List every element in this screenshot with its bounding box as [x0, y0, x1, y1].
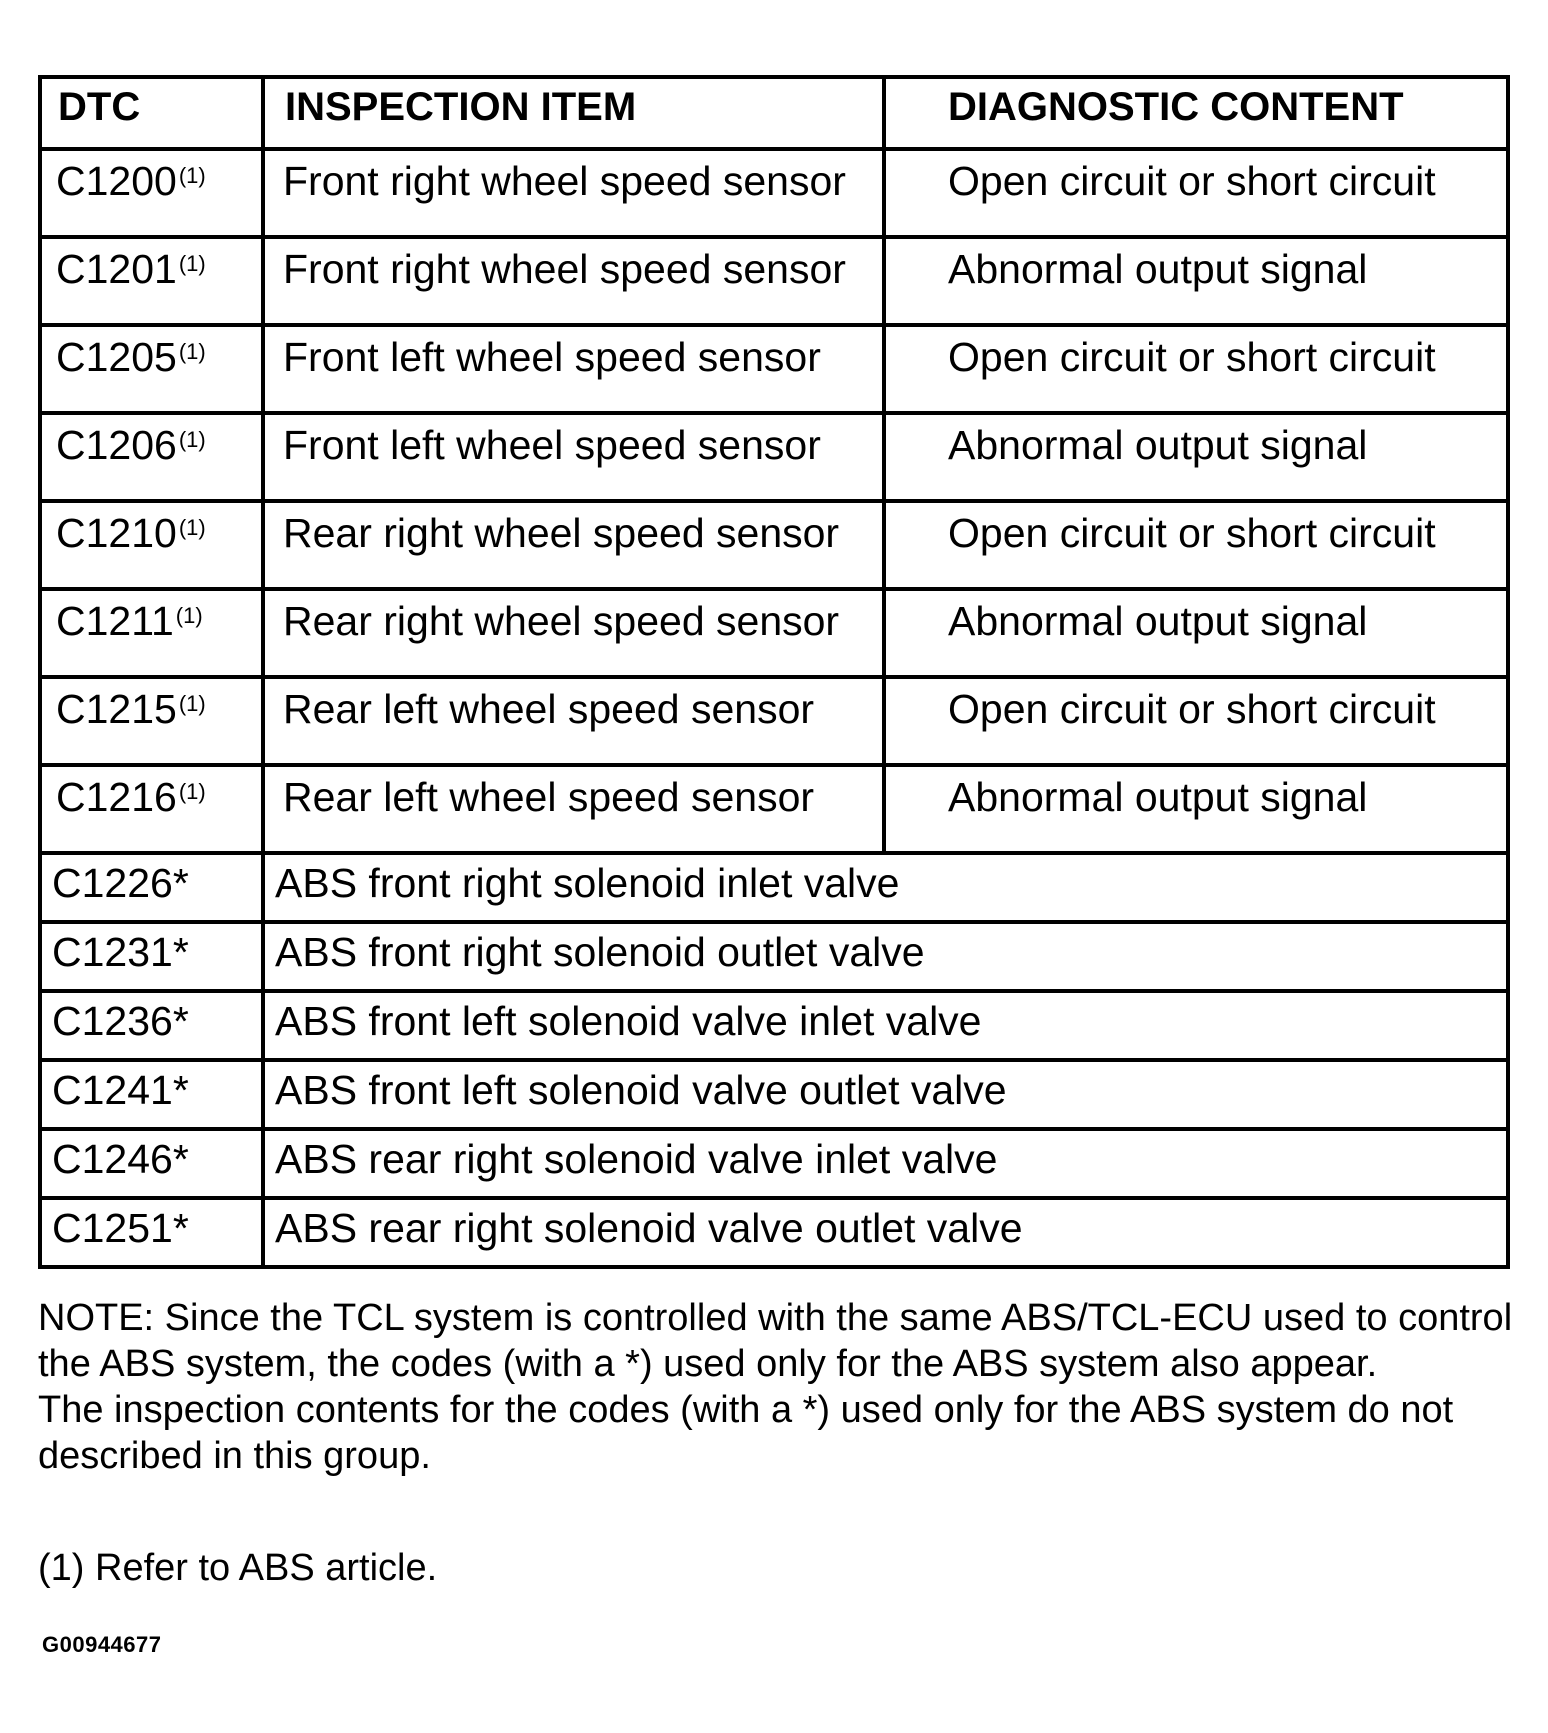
- dtc-cell: [40, 501, 263, 589]
- note-paragraph: NOTE: Since the TCL system is controlled with the same ABS/TCL-ECU used to control the ABS system, the codes (with a *) used only for the ABS system also appear.: [38, 1297, 1513, 1385]
- diagnostic-content-cell: Open circuit or short circuit: [884, 501, 1508, 589]
- inspection-item-cell: ABS front left solenoid valve inlet valve: [263, 991, 1508, 1060]
- diagnostic-content-cell: Abnormal output signal: [884, 413, 1508, 501]
- table-row: [40, 853, 1508, 922]
- table-row: [40, 237, 1508, 325]
- header-dtc: DTC: [40, 77, 263, 149]
- header-inspection-item: INSPECTION ITEM: [263, 77, 884, 149]
- dtc-cell: [40, 237, 263, 325]
- inspection-item-cell: Rear left wheel speed sensor: [263, 677, 884, 765]
- inspection-item-cell: Front right wheel speed sensor: [263, 149, 884, 237]
- footnote-mark: (1): [178, 691, 206, 716]
- inspection-item-cell: Front left wheel speed sensor: [263, 413, 884, 501]
- inspection-item-cell: Front left wheel speed sensor: [263, 325, 884, 413]
- dtc-code: C1216: [56, 774, 177, 820]
- dtc-cell: [40, 149, 263, 237]
- table-row: [40, 922, 1508, 991]
- footnote-mark: (1): [178, 515, 206, 540]
- note-block: [38, 1295, 1518, 1479]
- footnote-mark: (1): [175, 603, 203, 628]
- table-row: [40, 589, 1508, 677]
- inspection-item-cell: ABS front left solenoid valve outlet valve: [263, 1060, 1508, 1129]
- dtc-cell: C1241*: [40, 1060, 263, 1129]
- table-row: [40, 991, 1508, 1060]
- note-paragraph: The inspection contents for the codes (with a *) used only for the ABS system do not described in this group.: [38, 1389, 1454, 1477]
- diagnostic-content-cell: Abnormal output signal: [884, 589, 1508, 677]
- table-row: [40, 1060, 1508, 1129]
- dtc-cell: C1246*: [40, 1129, 263, 1198]
- table-row: [40, 325, 1508, 413]
- footnote-mark: (1): [178, 163, 206, 188]
- dtc-code: C1205: [56, 334, 177, 380]
- header-diagnostic-content: DIAGNOSTIC CONTENT: [884, 77, 1508, 149]
- diagnostic-content-cell: Open circuit or short circuit: [884, 677, 1508, 765]
- dtc-cell: [40, 325, 263, 413]
- dtc-cell: [40, 413, 263, 501]
- dtc-code: C1215: [56, 686, 177, 732]
- inspection-item-cell: ABS rear right solenoid valve outlet valve: [263, 1198, 1508, 1267]
- table-row: [40, 501, 1508, 589]
- dtc-cell: C1231*: [40, 922, 263, 991]
- footnote-mark: (1): [178, 251, 206, 276]
- diagnostic-content-cell: Abnormal output signal: [884, 765, 1508, 853]
- dtc-cell: [40, 589, 263, 677]
- table-row: [40, 149, 1508, 237]
- inspection-item-cell: Rear left wheel speed sensor: [263, 765, 884, 853]
- diagnostic-content-cell: Open circuit or short circuit: [884, 325, 1508, 413]
- dtc-cell: C1251*: [40, 1198, 263, 1267]
- table-row: [40, 1129, 1508, 1198]
- inspection-item-cell: Front right wheel speed sensor: [263, 237, 884, 325]
- inspection-item-cell: ABS front right solenoid inlet valve: [263, 853, 1508, 922]
- dtc-code: C1210: [56, 510, 177, 556]
- dtc-cell: [40, 677, 263, 765]
- diagnostic-content-cell: Abnormal output signal: [884, 237, 1508, 325]
- inspection-item-cell: Rear right wheel speed sensor: [263, 589, 884, 677]
- footnote-mark: (1): [178, 779, 206, 804]
- table-header-row: [40, 77, 1508, 149]
- table-row: [40, 677, 1508, 765]
- dtc-cell: C1236*: [40, 991, 263, 1060]
- table-row: [40, 765, 1508, 853]
- dtc-code: C1206: [56, 422, 177, 468]
- table-row: [40, 1198, 1508, 1267]
- dtc-table: [38, 75, 1510, 1269]
- footnote: (1) Refer to ABS article.: [38, 1547, 438, 1589]
- footnote-mark: (1): [178, 427, 206, 452]
- inspection-item-cell: ABS front right solenoid outlet valve: [263, 922, 1508, 991]
- dtc-code: C1200: [56, 158, 177, 204]
- figure-id: G00944677: [42, 1632, 162, 1657]
- inspection-item-cell: ABS rear right solenoid valve inlet valve: [263, 1129, 1508, 1198]
- table-row: [40, 413, 1508, 501]
- dtc-cell: [40, 765, 263, 853]
- dtc-cell: C1226*: [40, 853, 263, 922]
- footnote-mark: (1): [178, 339, 206, 364]
- diagnostic-content-cell: Open circuit or short circuit: [884, 149, 1508, 237]
- dtc-code: C1201: [56, 246, 177, 292]
- dtc-code: C1211: [56, 598, 174, 644]
- inspection-item-cell: Rear right wheel speed sensor: [263, 501, 884, 589]
